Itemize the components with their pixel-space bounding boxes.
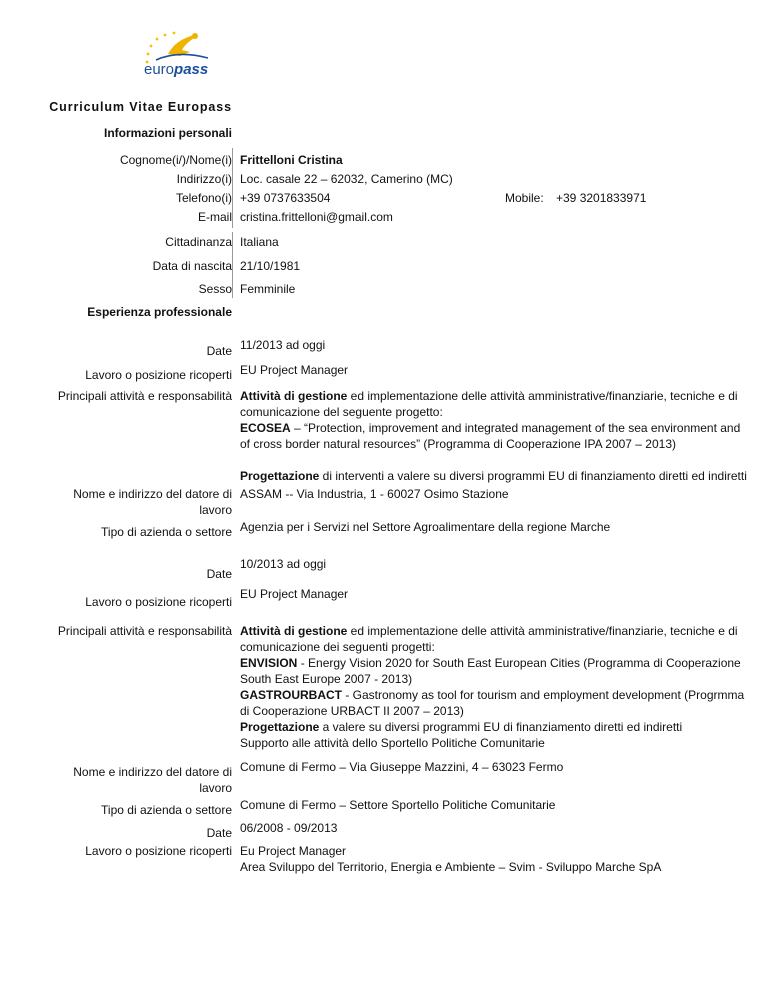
job2-employer-label: Nome e indirizzo del datore di lavoro [73, 765, 232, 795]
job2-activities [240, 623, 750, 751]
job2-position: EU Project Manager [240, 587, 349, 601]
job2-activity-management: Attività di gestione ed implementazione delle attività amministrative/finanziarie, tecniche e di comunicazione dei seguenti progetti: [240, 624, 738, 654]
birthdate-label: Data di nascita [152, 259, 232, 273]
job2-activity-design: Progettazione a valere su diversi programmi EU di finanziamento diretti ed indiretti [240, 720, 683, 734]
job3-date-label: Date [206, 826, 232, 840]
sex-value: Femminile [240, 282, 296, 296]
section-experience: Esperienza professionale [87, 305, 232, 319]
job2-activity-gastrourbact: GASTROURBACT - Gastronomy as tool for tourism and employment development (Progrmma di Cooperazione URBACT II 2007 – 2013) [240, 688, 745, 718]
job1-activity-project: ECOSEA – “Protection, improvement and integrated management of the sea environment and of cross border natural resources” (Programma di Cooperazione IPA 2007 – 2013) [240, 421, 741, 451]
document-title: Curriculum Vitae Europass [49, 100, 232, 114]
job1-employer-label: Nome e indirizzo del datore di lavoro [73, 487, 232, 517]
job1-sector-label: Tipo di azienda o settore [101, 525, 232, 539]
name-label: Cognome(i/)/Nome(i) [119, 153, 232, 167]
job1-date: 11/2013 ad oggi [240, 338, 326, 352]
email-label: E-mail [197, 210, 232, 224]
job2-position-label: Lavoro o posizione ricoperti [85, 595, 232, 609]
column-divider [232, 148, 233, 228]
job1-sector: Agenzia per i Servizi nel Settore Agroalimentare della regione Marche [240, 520, 611, 534]
phone-value: +39 0737633504 [240, 191, 331, 205]
job2-employer: Comune di Fermo – Via Giuseppe Mazzini, 4 – 63023 Fermo [240, 760, 564, 774]
address-label: Indirizzo(i) [176, 172, 232, 186]
column-divider [232, 232, 233, 298]
job1-activities [240, 388, 750, 484]
job1-position: EU Project Manager [240, 363, 349, 377]
job3-position-detail: Area Sviluppo del Territorio, Energia e Ambiente – Svim - Sviluppo Marche SpA [240, 860, 662, 874]
job1-employer: ASSAM -- Via Industria, 1 - 60027 Osimo Stazione [240, 487, 509, 501]
sex-label: Sesso [198, 282, 232, 296]
job2-activities-label: Principali attività e responsabilità [57, 624, 232, 638]
job1-activities-label: Principali attività e responsabilità [57, 389, 232, 403]
logo-wordmark: europass [144, 61, 209, 78]
europass-logo [138, 28, 228, 80]
name-value: Frittelloni Cristina [240, 153, 343, 167]
job3-position: Eu Project Manager [240, 844, 347, 858]
citizenship-value: Italiana [240, 235, 279, 249]
job1-position-label: Lavoro o posizione ricoperti [85, 368, 232, 382]
address-value: Loc. casale 22 – 62032, Camerino (MC) [240, 172, 453, 186]
birthdate-value: 21/10/1981 [240, 259, 301, 273]
job1-activity-design: Progettazione di interventi a valere su diversi programmi EU di finanziamento diretti ed indiretti [240, 469, 747, 483]
job1-activity-management: Attività di gestione ed implementazione delle attività amministrative/finanziarie, tecniche e di comunicazione del seguente progetto: [240, 389, 738, 419]
section-personal-info: Informazioni personali [103, 126, 232, 140]
phone-label: Telefono(i) [175, 191, 232, 205]
job1-date-label: Date [206, 344, 232, 358]
job2-activity-support: Supporto alle attività dello Sportello Politiche Comunitarie [240, 736, 545, 750]
job2-date: 10/2013 ad oggi [240, 557, 327, 571]
job2-sector-label: Tipo di azienda o settore [101, 803, 232, 817]
email-value[interactable]: cristina.frittelloni@gmail.com [240, 210, 393, 224]
job2-activity-envision: ENVISION - Energy Vision 2020 for South East European Cities (Programma di Cooperazione South East Europe 2007 - 2013) [240, 656, 741, 686]
job3-date: 06/2008 - 09/2013 [240, 821, 338, 835]
citizenship-label: Cittadinanza [165, 235, 232, 249]
mobile-value: +39 3201833971 [556, 191, 647, 205]
job2-sector: Comune di Fermo – Settore Sportello Politiche Comunitarie [240, 798, 556, 812]
job3-position-label: Lavoro o posizione ricoperti [85, 844, 232, 858]
job2-date-label: Date [206, 567, 232, 581]
mobile-label: Mobile: [505, 191, 544, 205]
